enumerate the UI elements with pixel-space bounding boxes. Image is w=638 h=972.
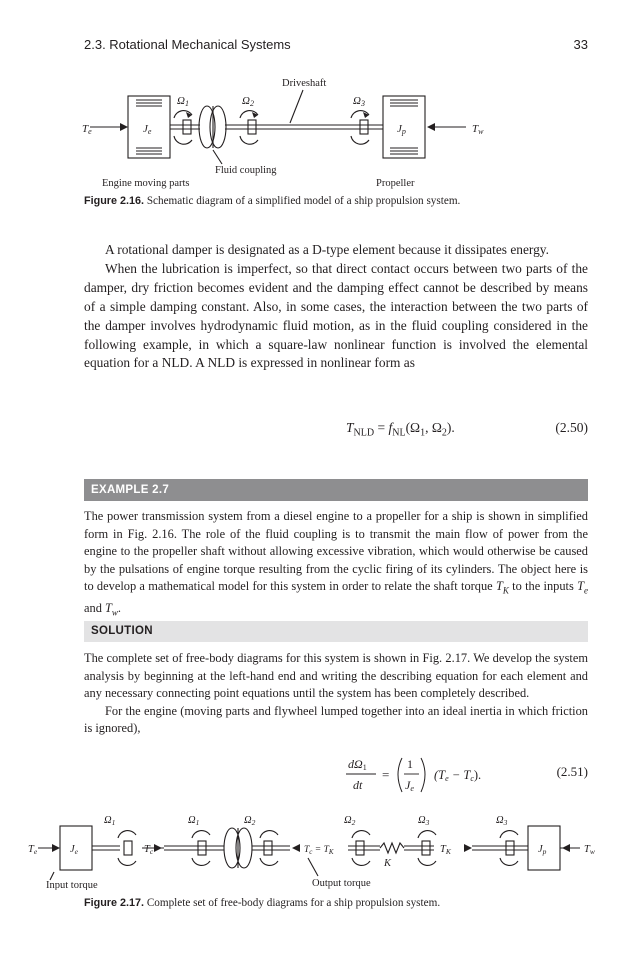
svg-text:=: = — [382, 767, 390, 782]
svg-text:Tc: Tc — [144, 844, 154, 856]
output-torque-label: Output torque — [312, 878, 371, 889]
svg-text:Je: Je — [405, 778, 414, 793]
svg-text:(Te − Tc).: (Te − Tc). — [434, 768, 482, 783]
svg-text:Tw: Tw — [584, 844, 595, 856]
svg-text:Je: Je — [143, 123, 152, 136]
svg-text:Ω1: Ω1 — [188, 815, 200, 827]
input-torque-label: Input torque — [46, 880, 98, 890]
svg-text:Te: Te — [82, 123, 92, 136]
svg-text:dΩ1: dΩ1 — [348, 757, 367, 772]
equation-2-50: $T_{NLD} = f_{NL}(\Omega_1$, $\Omega_2$). (2.50) — [346, 420, 588, 439]
equation-number: (2.51) — [556, 764, 588, 779]
svg-text:Tc = TK: $T_c = T_K$ — [304, 845, 334, 856]
solution-text — [84, 650, 588, 738]
svg-text:dt: dt — [353, 778, 363, 792]
svg-text:Ω3: Ω3 — [496, 815, 508, 827]
svg-text:Tw: Tw — [472, 123, 484, 136]
svg-text:Te: Te — [28, 844, 38, 856]
running-header — [84, 37, 588, 57]
example-text: The power transmission system from a diesel engine to a propeller for a ship is shown in simplified form in Fig. 2.16. The role of the fluid coupling is to transmit the main flow of power from the engine to the propeller shaft without allowing excessive vibration, which would otherwise be caused by the pulsations of engine torque resulting from the cyclic firing of its cylinders. The object here is to develop a mathematical model for this system in order to relate the shaft torque $T_K$ to the inputs $T_e$ and $T_w$. — [84, 509, 588, 618]
equation-number: (2.50) — [555, 420, 588, 435]
driveshaft-label: Driveshaft — [282, 78, 327, 89]
body-text — [84, 241, 588, 373]
svg-text:K: K — [384, 858, 392, 869]
figure-2-17 — [28, 808, 608, 890]
svg-text:Ω3: Ω3 — [418, 815, 430, 827]
svg-text:Jp: Jp — [538, 844, 547, 856]
svg-text:Ω1: Ω1 — [104, 815, 116, 827]
svg-text:Ω2: Ω2 — [244, 815, 256, 827]
svg-text:Je: Je — [70, 844, 79, 856]
svg-text:Jp: Jp — [397, 123, 406, 136]
figure-2-17-caption: Figure 2.17. Complete set of free-body diagrams for a ship propulsion system. — [84, 897, 441, 909]
example-heading: EXAMPLE 2.7 — [84, 479, 588, 501]
svg-text:Ω2: Ω2 — [242, 95, 254, 108]
solution-heading: SOLUTION — [84, 621, 588, 642]
engine-parts-label: Engine moving parts — [102, 178, 190, 189]
propeller-label: Propeller — [376, 178, 415, 189]
figure-2-16 — [70, 70, 590, 195]
svg-text:TK: TK — [440, 844, 451, 856]
fluid-coupling-label: Fluid coupling — [215, 165, 277, 176]
solution-paragraph-1: The complete set of free-body diagrams for this system is shown in Fig. 2.17. We develop the system analysis by beginning at the left-hand end and writing the describing equation for each element and any necessary connecting point equations until the system has been completely described. — [84, 651, 588, 701]
solution-paragraph-2: For the engine (moving parts and flywheel lumped together into an ideal inertia in which friction is ignored), — [84, 703, 588, 736]
section-title: 2.3. Rotational Mechanical Systems — [84, 37, 291, 52]
page-number: 33 — [573, 37, 588, 52]
svg-text:Ω1: Ω1 — [177, 95, 189, 108]
paragraph-2: When the lubrication is imperfect, so that direct contact occurs between two parts of the damper, dry friction becomes evident and the damping effect cannot be described by means of a simple damping constant. Also, in some cases, the interaction between the two parts of the damper involves hydrodynamic fluid motion, as in the fluid coupling considered in the following example, in which a square-law nonlinear function is involved the elemental equation for a NLD. A NLD is expressed in nonlinear form as — [84, 260, 588, 371]
figure-2-16-caption: Figure 2.16. Schematic diagram of a simplified model of a ship propulsion system. — [84, 195, 461, 207]
paragraph-1: A rotational damper is designated as a D-type element because it dissipates energy. — [105, 242, 549, 257]
svg-text:Ω3: Ω3 — [353, 95, 365, 108]
svg-text:1: 1 — [407, 757, 413, 771]
equation-2-51 — [84, 752, 588, 796]
svg-text:Ω2: Ω2 — [344, 815, 356, 827]
